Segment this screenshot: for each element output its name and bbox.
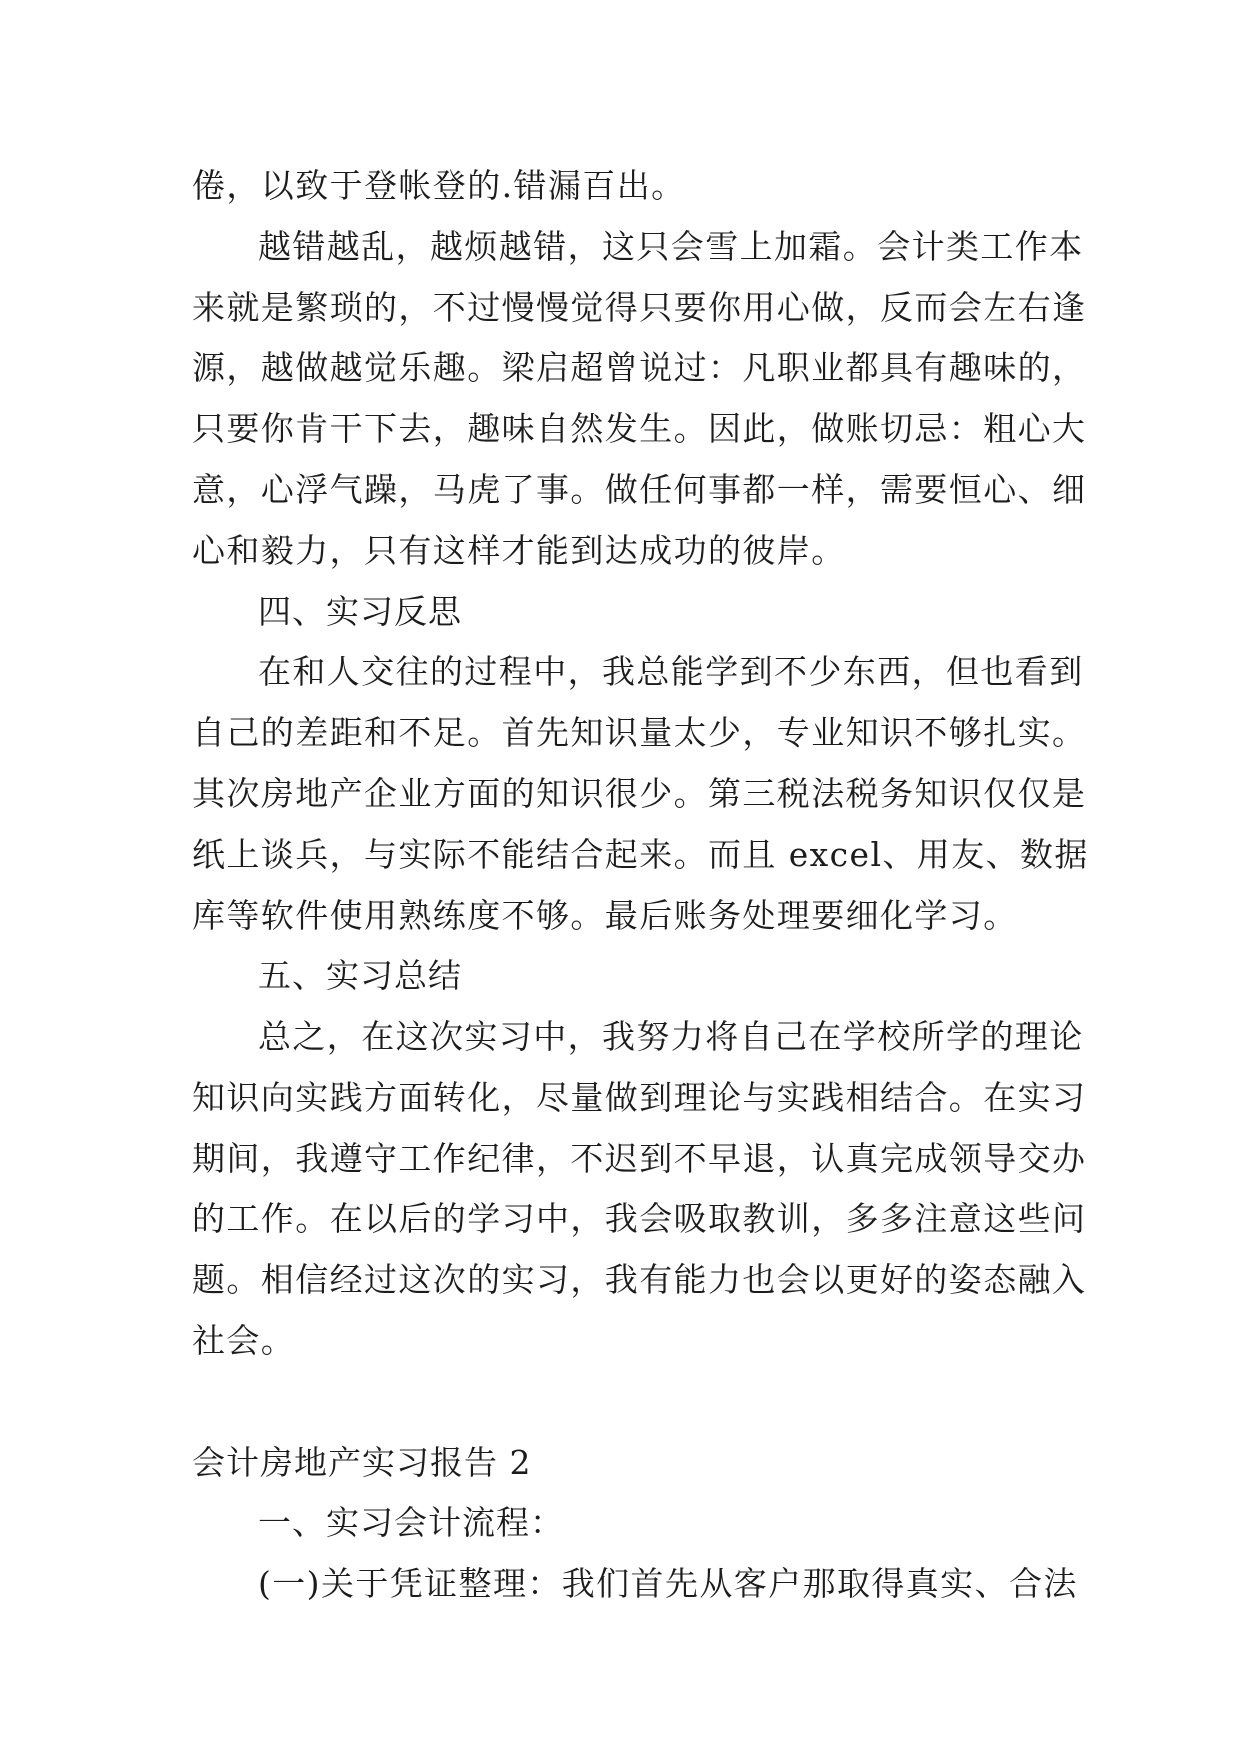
paragraph-line: 期间，我遵守工作纪律，不迟到不早退，认真完成领导交办 <box>192 1139 1087 1178</box>
paragraph-line: 题。相信经过这次的实习，我有能力也会以更好的姿态融入 <box>192 1260 1087 1299</box>
paragraph-line: 库等软件使用熟练度不够。最后账务处理要细化学习。 <box>192 896 1018 935</box>
paragraph-line: 越错越乱，越烦越错，这只会雪上加霜。会计类工作本 <box>258 227 1084 266</box>
paragraph-line: 的工作。在以后的学习中，我会吸取教训，多多注意这些问 <box>192 1199 1087 1238</box>
paragraph-line: 总之，在这次实习中，我努力将自己在学校所学的理论 <box>258 1017 1084 1056</box>
paragraph-line: 在和人交往的过程中，我总能学到不少东西，但也看到 <box>258 652 1084 691</box>
paragraph-line: 纸上谈兵，与实际不能结合起来。而且 excel、用友、数据 <box>192 835 1089 874</box>
paragraph-line: 来就是繁琐的，不过慢慢觉得只要你用心做，反而会左右逢 <box>192 288 1087 327</box>
paragraph-line: 只要你肯干下去，趣味自然发生。因此，做账切忌：粗心大 <box>192 409 1087 448</box>
paragraph-line: (一)关于凭证整理：我们首先从客户那取得真实、合法 <box>258 1564 1078 1603</box>
section-heading: 四、实习反思 <box>258 592 462 631</box>
paragraph-line: 知识向实践方面转化，尽量做到理论与实践相结合。在实习 <box>192 1078 1087 1117</box>
paragraph-line: 社会。 <box>192 1321 296 1360</box>
paragraph-line: 意，心浮气躁，马虎了事。做任何事都一样，需要恒心、细 <box>192 470 1087 509</box>
report-title: 会计房地产实习报告 2 <box>192 1443 532 1482</box>
paragraph-line: 自己的差距和不足。首先知识量太少，专业知识不够扎实。 <box>192 713 1087 752</box>
paragraph-line: 其次房地产企业方面的知识很少。第三税法税务知识仅仅是 <box>192 774 1087 813</box>
paragraph-line: 倦，以致于登帐登的.错漏百出。 <box>192 166 686 205</box>
paragraph-line: 源，越做越觉乐趣。梁启超曾说过：凡职业都具有趣味的， <box>192 348 1087 387</box>
section-heading: 一、实习会计流程： <box>258 1503 564 1542</box>
section-heading: 五、实习总结 <box>258 956 462 995</box>
paragraph-line: 心和毅力，只有这样才能到达成功的彼岸。 <box>192 531 846 570</box>
